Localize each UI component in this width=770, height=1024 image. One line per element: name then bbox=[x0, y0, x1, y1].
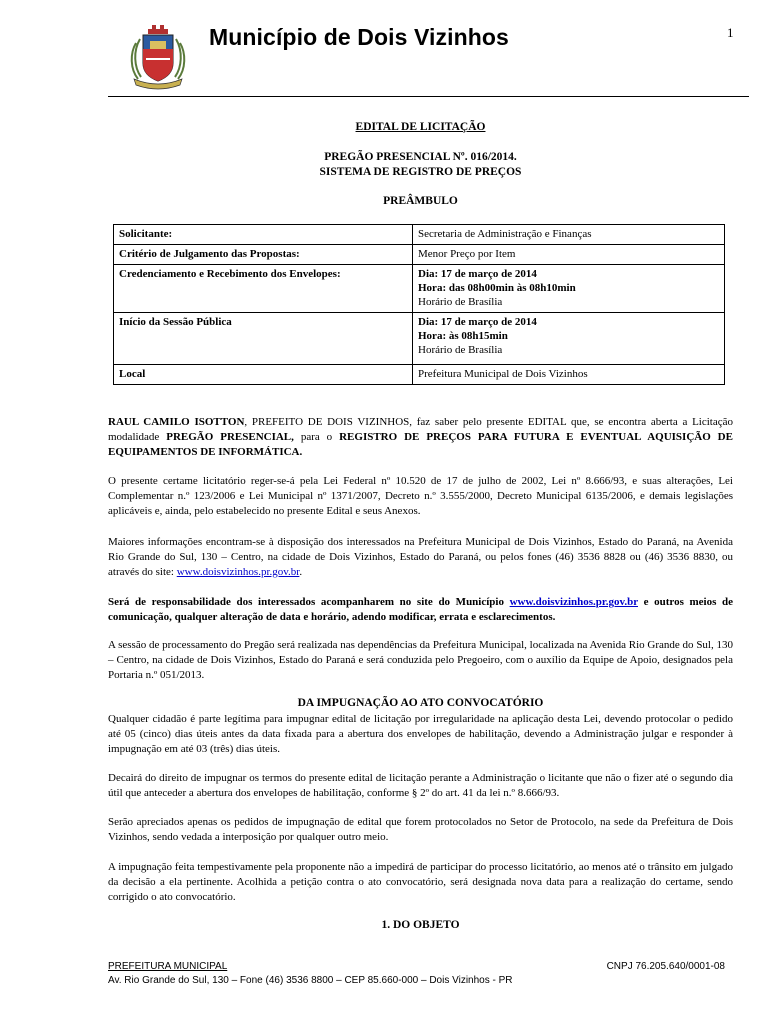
responsibility-text: Será de responsabilidade dos interessados acompanharem no site do Município bbox=[108, 596, 510, 608]
info-text: Maiores informações encontram-se à disposição dos interessados na Prefeitura Municipal de Dois Vizinhos, Estado do Paraná, na Avenida Rio Grande do Sul, 130 – Centro, na cidade de Dois Vizinhos, Estado do Paraná, ou pelos fones (46) 3536 8828 ou (46) 3536 8830, ou através do site: bbox=[108, 536, 733, 578]
solicitante-value: Secretaria de Administração e Finanças bbox=[413, 225, 725, 245]
municipal-coat-of-arms bbox=[126, 23, 190, 91]
footer-cnpj: CNPJ 76.205.640/0001-08 bbox=[606, 961, 725, 972]
credenciamento-tz: Horário de Brasília bbox=[418, 296, 503, 308]
site-link-2[interactable]: www.doisvizinhos.pr.gov.br bbox=[509, 596, 638, 608]
inicio-dia: Dia: 17 de março de 2014 bbox=[418, 316, 537, 328]
pregao-heading bbox=[108, 150, 733, 180]
table-row bbox=[114, 365, 725, 385]
preamble-table bbox=[113, 224, 725, 385]
inicio-hora: Hora: às 08h15min bbox=[418, 330, 508, 342]
credenciamento-hora: Hora: das 08h00min às 08h10min bbox=[418, 282, 576, 294]
inicio-tz: Horário de Brasília bbox=[418, 344, 503, 356]
prefeito-name: RAUL CAMILO ISOTTON bbox=[108, 416, 245, 428]
table-row bbox=[114, 225, 725, 245]
local-label: Local bbox=[114, 365, 413, 385]
session-paragraph: A sessão de processamento do Pregão será realizada nas dependências da Prefeitura Municipal, localizada na Avenida Rio Grande do Sul, 130 – Centro, na cidade de Dois Vizinhos, Estado do Paraná e será conduzida pelo Pregoeiro, com o auxílio da Equipe de Apoio, designados pela Portaria n.º 051/2013. bbox=[108, 639, 733, 681]
table-row bbox=[114, 265, 725, 313]
preambulo-heading: PREÂMBULO bbox=[383, 195, 458, 207]
solicitante-label: Solicitante: bbox=[114, 225, 413, 245]
intro-text-2: para o bbox=[293, 431, 340, 443]
intro-modalidade: PREGÃO PRESENCIAL, bbox=[166, 431, 294, 443]
edital-title: EDITAL DE LICITAÇÃO bbox=[355, 121, 486, 133]
page-number: 1 bbox=[727, 25, 734, 40]
header-divider bbox=[108, 96, 749, 97]
intro-objeto: REGISTRO DE PREÇOS PARA FUTURA E EVENTUAL AQUISIÇÃO DE EQUIPAMENTOS DE INFORMÁTICA. bbox=[108, 431, 733, 458]
objeto-heading: 1. DO OBJETO bbox=[381, 919, 460, 931]
intro-paragraph bbox=[108, 415, 733, 460]
footer-address: Av. Rio Grande do Sul, 130 – Fone (46) 3536 8800 – CEP 85.660-000 – Dois Vizinhos - PR bbox=[108, 975, 513, 986]
credenciamento-dia: Dia: 17 de março de 2014 bbox=[418, 268, 537, 280]
criterio-label: Critério de Julgamento das Propostas: bbox=[114, 245, 413, 265]
table-row bbox=[114, 313, 725, 365]
table-row bbox=[114, 245, 725, 265]
responsibility-paragraph bbox=[108, 595, 733, 625]
criterio-value: Menor Preço por Item bbox=[413, 245, 725, 265]
inicio-label: Início da Sessão Pública bbox=[114, 313, 413, 365]
footer-line bbox=[108, 961, 725, 974]
header-title: Município de Dois Vizinhos bbox=[209, 24, 509, 50]
credenciamento-label: Credenciamento e Recebimento dos Envelopes: bbox=[114, 265, 413, 313]
sistema-registro: SISTEMA DE REGISTRO DE PREÇOS bbox=[319, 166, 522, 178]
info-end: . bbox=[299, 566, 303, 578]
impugnacao-heading: DA IMPUGNAÇÃO AO ATO CONVOCATÓRIO bbox=[297, 697, 544, 709]
site-link[interactable]: www.doisvizinhos.pr.gov.br bbox=[176, 566, 300, 578]
legal-basis-paragraph: O presente certame licitatório reger-se-á pela Lei Federal nº 10.520 de 17 de julho de 2002, Lei nº 8.666/93, e suas alterações, Lei Complementar n.º 123/2006 e Lei Municipal nº 1371/2007, Decreto n.º 3.555/2000, Decreto Municipal 6135/2006, e demais legislações aplicáveis e, ainda, pelo estabelecido no presente Edital e seus Anexos. bbox=[108, 475, 733, 517]
responsibility-text-2: e outros meios de comunicação, qualquer alteração de data e horário, adendo modificar, errata e esclarecimentos. bbox=[108, 596, 734, 623]
inicio-value bbox=[413, 313, 725, 365]
impugnacao-paragraph-1: Qualquer cidadão é parte legítima para impugnar edital de licitação por irregularidade na aplicação desta Lei, devendo protocolar o pedido até 05 (cinco) dias úteis antes da data fixada para a abertura dos envelopes de habilitação, devendo a Administração julgar e responder à impugnação em até 03 (três) dias úteis. bbox=[108, 713, 733, 755]
impugnacao-paragraph-4: A impugnação feita tempestivamente pela proponente não a impedirá de participar do processo licitatório, ao menos até o trânsito em julgado da decisão a ela pertinente. Acolhida a petição contra o ato convocatório, será designada nova data para a realização do certame, sendo corrigido o ato convocatório. bbox=[108, 861, 733, 903]
info-paragraph bbox=[108, 535, 733, 580]
local-value: Prefeitura Municipal de Dois Vizinhos bbox=[413, 365, 725, 385]
credenciamento-value bbox=[413, 265, 725, 313]
footer-left: PREFEITURA MUNICIPAL bbox=[108, 961, 228, 972]
impugnacao-paragraph-3: Serão apreciados apenas os pedidos de impugnação de edital que forem protocolados no Setor de Protocolo, na sede da Prefeitura de Dois Vizinhos, sendo vedada a interposição por qualquer outro meio. bbox=[108, 816, 733, 843]
intro-text: , PREFEITO DE DOIS VIZINHOS, faz saber pelo presente EDITAL que, se encontra aberta a Licitação modalidade bbox=[108, 416, 734, 443]
impugnacao-paragraph-2: Decairá do direito de impugnar os termos do presente edital de licitação perante a Administração o licitante que não o fizer até o segundo dia útil que anteceder a abertura dos envelopes de habilitação, conforme § 2º do art. 41 da lei n.º 8.666/93. bbox=[108, 772, 733, 799]
pregao-number: PREGÃO PRESENCIAL Nº. 016/2014. bbox=[324, 151, 517, 163]
